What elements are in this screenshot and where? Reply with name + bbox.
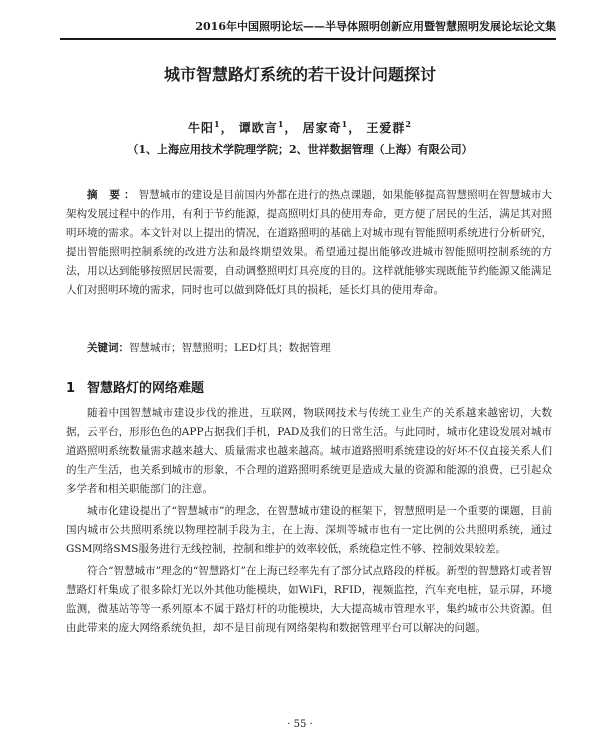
body-paragraph: 城市化建设提出了“智慧城市”的理念，在智慧城市建设的框架下，智慧照明是一个重要的课题，目前国内城市公共照明系统以物理控制手段为主，在上海、深圳等城市也有一定比例的公共照明系统，通过GSM网络SMS服务进行无线控制，控制和维护的效率较低，系统稳定性不够、控制效果较差。 [66, 505, 552, 555]
keywords-text: 智慧城市；智慧照明；LED灯具；数据管理 [129, 342, 331, 354]
running-header-text: 2016年中国照明论坛——半导体照明创新应用暨智慧照明发展论坛论文集 [195, 20, 556, 33]
author-name: 居家奇 [302, 121, 342, 135]
section-body [66, 404, 552, 641]
section-title: 智慧路灯的网络难题 [87, 381, 205, 396]
author-name: 谭欧言 [238, 121, 278, 135]
abstract-label: 摘 要： [87, 189, 139, 201]
running-header [60, 20, 556, 40]
author-separator: ， [284, 121, 298, 135]
author-affiliation-mark: 1 [214, 119, 221, 129]
author-affiliation-mark: 1 [341, 119, 349, 129]
author-separator: ， [220, 121, 234, 135]
keywords [66, 339, 552, 357]
abstract [66, 186, 552, 300]
paper-title: 城市智慧路灯系统的若干设计问题探讨 [163, 65, 436, 84]
body-paragraph: 符合“智慧城市”理念的“智慧路灯”在上海已经率先有了部分试点路段的样板。新型的智慧路灯或者智慧路灯杆集成了很多除灯光以外其他功能模块，如WiFi，RFID，视频监控，汽车充电桩，显示屏，环境监测，微基站等等一系列原本不属于路灯杆的功能模块，大大提高城市管理水平，集约城市公共资源。但由此带来的庞大网络系统负担，却不是目前现有网络架构和数据管理平台可以解决的问题。 [66, 565, 552, 634]
author-affiliation-mark: 1 [277, 119, 285, 129]
section-heading [66, 380, 204, 398]
body-paragraph: 随着中国智慧城市建设步伐的推进，互联网，物联网技术与传统工业生产的关系越来越密切，大数据，云平台，形形色色的APP占据我们手机，PAD及我们的日常生活。与此同时，城市化建设发展对城市道路照明系统数量需求越来越大、质量需求也越来越高。城市道路照明系统建设的好坏不仅直接关系人们的生产生活，也关系到城市的形象，不合理的道路照明系统更是造成大量的资源和能源的浪费，已引起众多学者和相关职能部门的注意。 [66, 407, 552, 495]
author-name: 王爱群 [366, 121, 406, 135]
abstract-text: 智慧城市的建设是目前国内外都在进行的热点课题，如果能够提高智慧照明在智慧城市大架构发展过程中的作用，有利于节约能源，提高照明灯具的使用寿命，更方便了居民的生活，满足其对照明环境的需求。本文针对以上提出的情况，在道路照明的基础上对城市现有智能照明系统进行分析研究，提出智能照明控制系统的改进方法和最终期望效果。希望通过提出能够改进城市智能照明控制系统的方法，用以达到能够按照居民需要，自动调整照明灯具亮度的目的。这样就能够实现既能节约能源又能满足人们对照明环境的需求，同时也可以做到降低灯具的损耗，延长灯具的使用寿命。 [66, 189, 553, 296]
affiliations: （1、上海应用技术学院理学院；2、世祥数据管理（上海）有限公司） [127, 143, 473, 156]
section-number: 1 [66, 381, 76, 396]
author-list [0, 116, 600, 136]
keywords-label: 关键词： [87, 342, 129, 354]
author-name: 牛阳 [188, 121, 215, 135]
author-separator: ， [348, 121, 362, 135]
author-affiliation-mark: 2 [405, 119, 412, 129]
page-number: · 55 · [287, 719, 313, 730]
